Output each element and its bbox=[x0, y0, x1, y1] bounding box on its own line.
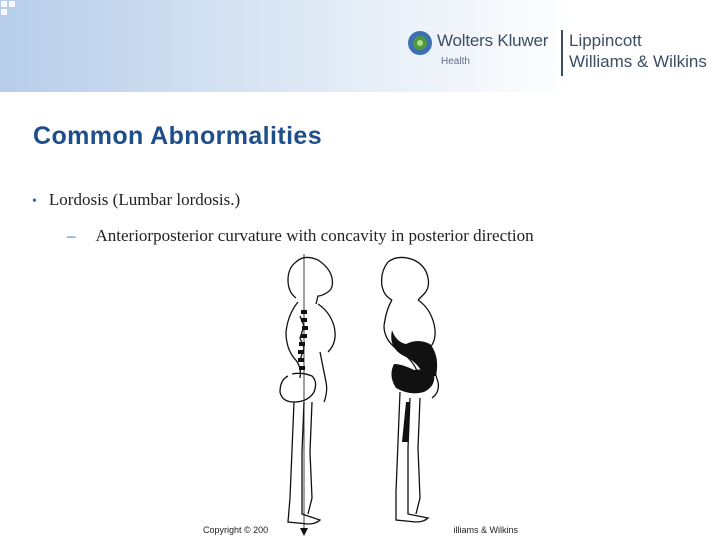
slide-title: Common Abnormalities bbox=[33, 122, 323, 150]
sub-bullet-item bbox=[67, 226, 534, 246]
brand-imprint-line2: Williams & Wilkins bbox=[569, 52, 707, 71]
dash-icon: – bbox=[67, 226, 76, 245]
copyright-footer bbox=[203, 525, 518, 537]
corner-squares bbox=[0, 0, 22, 22]
brand-division: Health bbox=[441, 56, 470, 67]
copyright-right: illiams & Wilkins bbox=[453, 525, 518, 535]
brand-imprint-line1: Lippincott bbox=[569, 31, 642, 50]
lordosis-illustration bbox=[268, 252, 468, 540]
brand-company: Wolters Kluwer bbox=[437, 31, 549, 50]
bullet-item bbox=[32, 190, 240, 210]
brand-divider bbox=[561, 30, 563, 76]
bullet-dot-icon: • bbox=[32, 194, 37, 209]
wolters-kluwer-logo-icon bbox=[407, 30, 433, 56]
publisher-logo bbox=[407, 28, 713, 82]
copyright-left: Copyright © 200 bbox=[203, 525, 269, 535]
bullet-text: Lordosis (Lumbar lordosis.) bbox=[48, 190, 241, 209]
sub-bullet-text: Anteriorposterior curvature with concavity in posterior direction bbox=[95, 226, 534, 245]
